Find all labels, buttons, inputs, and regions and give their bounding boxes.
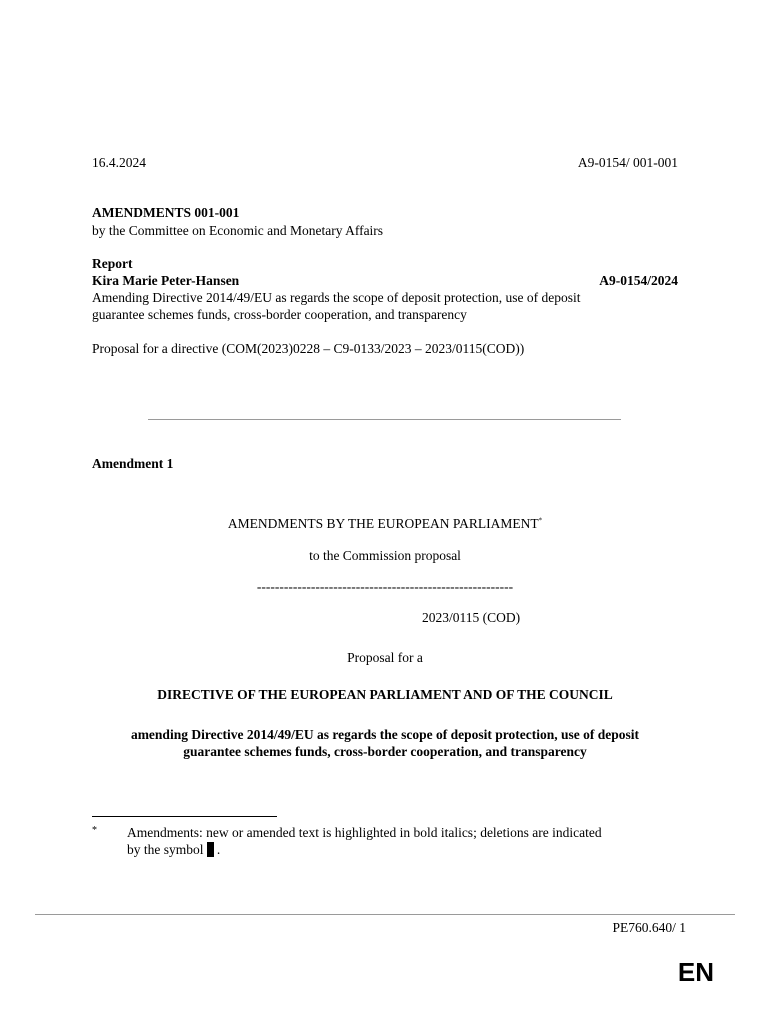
footnote-line-1: Amendments: new or amended text is highlighted in bold italics; deletions are indicated — [127, 825, 602, 840]
footer-rule — [35, 914, 735, 915]
dash-separator: --------------------------------------------------------- — [256, 579, 514, 594]
ep-amendments-title-text: AMENDMENTS BY THE EUROPEAN PARLIAMENT — [227, 516, 539, 531]
ep-amendments-title — [92, 515, 678, 532]
footnote-line-2-end: . — [216, 842, 221, 857]
directive-title: DIRECTIVE OF THE EUROPEAN PARLIAMENT AND OF THE COUNCIL — [157, 687, 613, 702]
rapporteur-name: Kira Marie Peter-Hansen — [92, 273, 240, 288]
amendment-heading: Amendment 1 — [92, 456, 174, 471]
report-subject-line-2: guarantee schemes funds, cross-border cooperation, and transparency — [92, 307, 467, 322]
proposal-reference: Proposal for a directive (COM(2023)0228 – C9-0133/2023 – 2023/0115(COD)) — [92, 341, 525, 356]
footnote-reference-marker: * — [538, 516, 543, 525]
amendments-title: AMENDMENTS 001-001 — [92, 205, 240, 220]
document-date: 16.4.2024 — [92, 155, 146, 170]
deletion-symbol-icon — [207, 842, 214, 857]
directive-subject-line-2: guarantee schemes funds, cross-border cooperation, and transparency — [183, 744, 587, 759]
page-reference: PE760.640/ 1 — [612, 920, 686, 935]
proposal-for-line: Proposal for a — [347, 650, 423, 665]
section-divider — [148, 419, 621, 420]
footnote-marker: * — [92, 825, 97, 836]
language-code: EN — [677, 957, 714, 987]
report-subject-line-1: Amending Directive 2014/49/EU as regards the scope of deposit protection, use of deposit — [92, 290, 581, 305]
footnote-line-2 — [127, 841, 220, 858]
report-label: Report — [92, 256, 133, 271]
report-number: A9-0154/2024 — [599, 273, 678, 288]
procedure-number: 2023/0115 (COD) — [422, 610, 521, 625]
commission-proposal-line: to the Commission proposal — [309, 548, 461, 563]
document-reference: A9-0154/ 001-001 — [577, 155, 678, 170]
directive-subject-line-1: amending Directive 2014/49/EU as regards the scope of deposit protection, use of deposit — [130, 727, 640, 742]
footnote-rule — [92, 816, 277, 817]
committee-line: by the Committee on Economic and Monetary Affairs — [92, 223, 384, 238]
footnote-line-2-text: by the symbol — [127, 842, 204, 857]
